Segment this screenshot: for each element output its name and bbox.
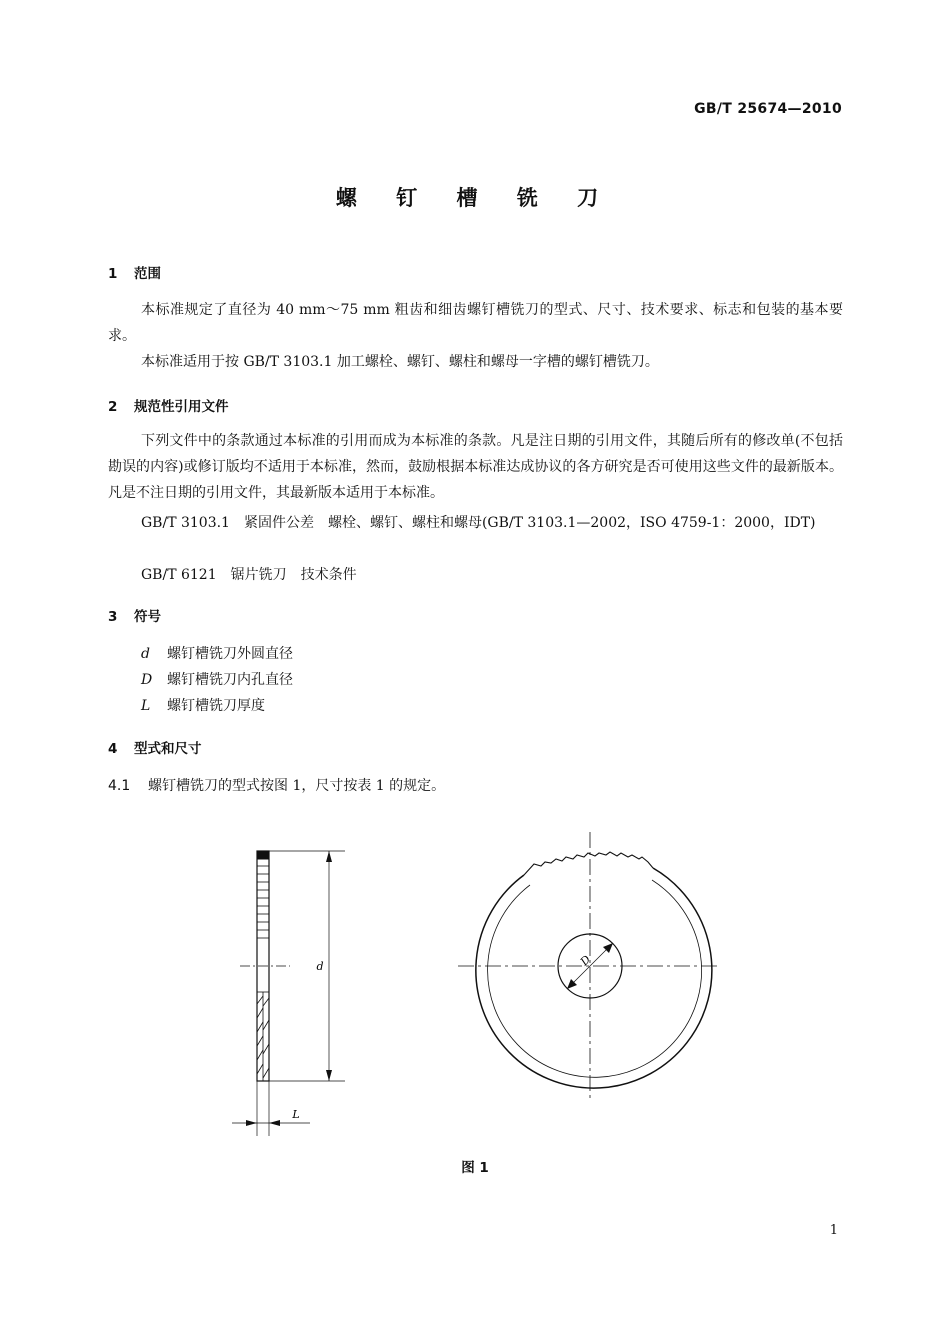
standard-number: GB/T 25674—2010 [694,101,842,117]
clause-number: 4.1 [108,778,131,794]
dimension-label-L: L [292,1108,300,1121]
symbol-meaning: 螺钉槽铣刀内孔直径 [167,672,293,688]
reference-item-1: GB/T 3103.1 紧固件公差 螺栓、螺钉、螺柱和螺母(GB/T 3103.1—2002，ISO 4759-1：2000，IDT) [141,515,816,531]
section-title: 符号 [134,609,161,625]
symbol-meaning: 螺钉槽铣刀外圆直径 [167,646,293,662]
symbol: d [141,646,150,662]
page-number: 1 [829,1223,838,1238]
reference-item-2: GB/T 6121 锯片铣刀 技术条件 [141,567,357,583]
references-intro: 下列文件中的条款通过本标准的引用而成为本标准的条款。凡是注日期的引用文件，其随后所有的修改单(不包括勘误的内容)或修订版均不适用于本标准，然而，鼓励根据本标准达成协议的各方研究是否可使用这些文件的最新版本。凡是不注日期的引用文件，其最新版本适用于本标准。 [108,433,843,501]
clause-text: 螺钉槽铣刀的型式按图 1，尺寸按表 1 的规定。 [148,778,446,794]
symbol: D [141,672,153,688]
figure-caption: 图 1 [461,1160,489,1176]
section-title: 规范性引用文件 [134,399,229,415]
section-number: 3 [108,609,118,625]
section-number: 1 [108,266,118,282]
section-number: 2 [108,399,118,415]
symbol: L [141,698,151,714]
side-view [232,851,345,1136]
symbol-meaning: 螺钉槽铣刀厚度 [167,698,265,714]
scope-paragraph-1: 本标准规定了直径为 40 mm～75 mm 粗齿和细齿螺钉槽铣刀的型式、尺寸、技术要求、标志和包装的基本要求。 [108,302,843,344]
dimension-label-d: d [316,960,324,973]
section-title: 范围 [134,266,161,282]
scope-paragraph-2: 本标准适用于按 GB/T 3103.1 加工螺栓、螺钉、螺柱和螺母一字槽的螺钉槽铣刀。 [141,354,659,370]
document-title: 螺 钉 槽 铣 刀 [335,186,615,210]
section-title: 型式和尺寸 [134,741,202,757]
dimension-label-D: D [577,952,594,969]
section-number: 4 [108,741,118,757]
